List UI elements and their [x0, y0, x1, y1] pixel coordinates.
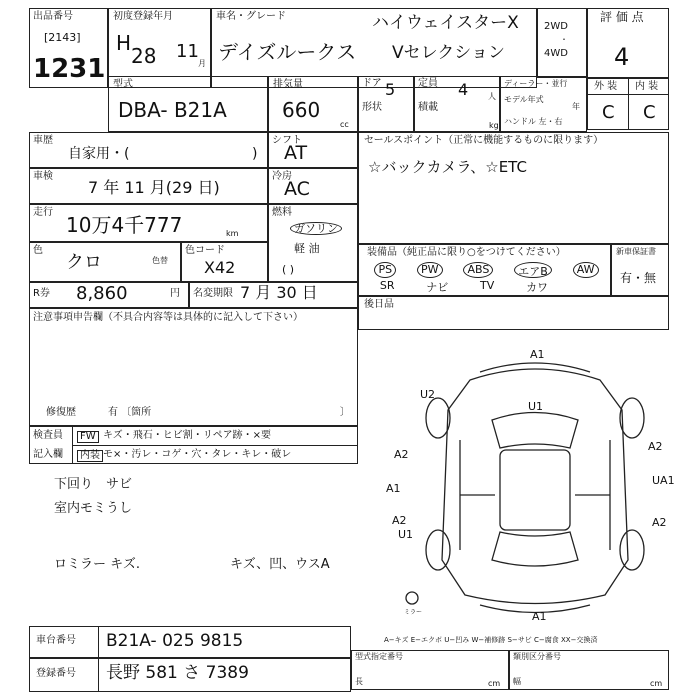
damage-mark: A1	[386, 482, 401, 495]
fuel-gasoline: ガソリン	[290, 222, 342, 235]
type-value: DBA- B21A	[118, 98, 227, 122]
ac-value: AC	[284, 178, 310, 200]
drive-dot: ・	[560, 35, 568, 44]
mileage-label: 走行	[33, 207, 53, 218]
color-value: クロ	[66, 252, 102, 273]
after-cell	[358, 296, 669, 330]
reg-number-value: 長野 581 さ 7389	[106, 663, 249, 683]
month-suffix: 月	[198, 59, 206, 68]
shift-label: シフト	[272, 135, 302, 146]
model-name: デイズルークス	[218, 40, 357, 64]
inspector-label1: 検査員	[33, 430, 63, 441]
mileage-unit: km	[226, 229, 239, 238]
declare-label: 注意事項申告欄（不具合内容等は具体的に記入して下さい）	[33, 312, 303, 323]
shape-label: 形状	[362, 102, 382, 113]
history-label: 車歴	[33, 135, 53, 146]
displacement-label: 排気量	[273, 79, 303, 90]
history-close: )	[252, 146, 258, 162]
inspector-note-3: ロミラー キズ.	[54, 557, 141, 572]
score-label: 評 価 点	[600, 10, 644, 24]
lot-label: 出品番号	[33, 11, 73, 22]
equip-airbag: エアB	[514, 262, 552, 278]
first-reg-label: 初度登録年月	[113, 11, 173, 22]
color-code-label: 色コード	[185, 245, 225, 256]
equip-tv: TV	[480, 279, 495, 292]
int-tag: 内装	[77, 450, 103, 462]
displacement-value: 660	[282, 98, 321, 122]
ext-grade: C	[602, 102, 615, 123]
equip-pw: PW	[417, 262, 443, 278]
length-unit: cm	[488, 679, 501, 688]
model-year-label: モデル年式	[504, 95, 544, 104]
width-unit: cm	[650, 679, 663, 688]
repair-label: 修復歴	[46, 407, 76, 418]
reg-month: 11	[176, 41, 199, 62]
repair-close: 〕	[340, 407, 350, 418]
equip-navi: ナビ	[426, 281, 449, 294]
ac-label: 冷房	[272, 171, 292, 182]
fuel-diesel: 軽 油	[294, 242, 320, 255]
new-warranty-label: 新車保証書	[616, 247, 656, 256]
reg-number-label: 登録番号	[36, 668, 76, 679]
damage-mark: U2	[420, 388, 436, 401]
damage-mark: UA1	[652, 474, 675, 487]
doors-value: 5	[385, 80, 396, 99]
era: H	[116, 31, 132, 55]
int-label: 内 装	[635, 81, 659, 92]
color-code-value: X42	[204, 258, 236, 277]
inspection-label: 車検	[33, 171, 53, 182]
history-cell	[29, 132, 268, 168]
fw-label: FW	[77, 431, 99, 443]
fuel-label: 燃料	[272, 207, 292, 218]
damage-mark: U1	[528, 400, 544, 413]
recycle-label: R券	[33, 288, 50, 299]
grade-line2: Vセレクション	[392, 43, 505, 63]
damage-mark: A1	[532, 610, 547, 623]
sales-value: ☆バックカメラ、☆ETC	[368, 158, 527, 176]
drive-2wd: 2WD	[544, 21, 568, 32]
type-label: 型式	[113, 79, 133, 90]
damage-legend: A−キズ E−エクボ U−凹み W−補修跡 S−サビ C−腐食 XX−交換済	[384, 636, 598, 644]
equip-leather: カワ	[526, 281, 549, 294]
drive-4wd: 4WD	[544, 48, 568, 59]
mirror-label: ミラー	[404, 609, 423, 616]
chassis-label: 車台番号	[36, 635, 76, 646]
capacity-label: 定員	[418, 78, 438, 89]
damage-mark: A2	[648, 440, 663, 453]
shift-value: AT	[284, 142, 308, 164]
warranty-value: 有・無	[620, 271, 657, 285]
history-value: 自家用・(	[68, 146, 130, 162]
equip-ps: PS	[374, 262, 396, 278]
dealer-label: ディーラー・並行	[504, 79, 568, 88]
repair-value: 有 〔箇所	[108, 407, 152, 418]
inspector-note-1: 下回り サビ	[54, 477, 133, 492]
inspector-label2: 記入欄	[33, 449, 63, 460]
load-unit: kg	[489, 121, 499, 130]
lot-code: [2143]	[44, 31, 81, 44]
after-label: 後日品	[364, 299, 394, 310]
damage-mark: A2	[652, 516, 667, 529]
equip-sr: SR	[379, 279, 395, 292]
car-diagram	[400, 350, 670, 620]
color-label: 色	[33, 245, 43, 256]
damage-mark: A2	[392, 514, 407, 527]
width-label: 幅	[513, 677, 521, 686]
reg-deadline-label: 名変期限	[193, 288, 233, 299]
length-label: 長	[355, 677, 363, 686]
damage-mark: A1	[530, 348, 545, 361]
inspector-note-4: キズ、凹、ウスA	[230, 557, 330, 572]
model-grade-label: 車名・グレード	[216, 11, 286, 22]
year-suffix: 年	[572, 102, 580, 111]
designation-label: 型式指定番号	[355, 652, 403, 661]
damage-mark: U1	[398, 528, 414, 541]
inspection-value: 7 年 11 月(29 日)	[88, 178, 220, 197]
equipment-row1	[364, 262, 609, 278]
grade-line1: ハイウェイスターX	[372, 13, 519, 33]
doors-label: ドア	[362, 78, 382, 89]
int-grade: C	[643, 102, 656, 123]
category-label: 類別区分番号	[513, 652, 561, 661]
int-items: モ×・汚レ・コゲ・穴・タレ・キレ・破レ	[103, 449, 292, 460]
chassis-value: B21A- 025 9815	[106, 631, 244, 651]
sales-label: セールスポイント（正常に機能するものに限ります）	[364, 135, 604, 146]
displacement-unit: cc	[340, 120, 349, 129]
capacity-value: 4	[458, 80, 469, 99]
capacity-unit: 人	[488, 92, 496, 101]
handle-label: ハンドル 左・右	[504, 117, 563, 126]
sales-cell	[358, 132, 669, 244]
recycle-value: 8,860	[76, 283, 128, 304]
equip-aw: AW	[573, 262, 599, 278]
declare-cell	[29, 308, 358, 426]
recycle-unit: 円	[170, 288, 180, 299]
lot-number: 1231	[33, 54, 106, 84]
equipment-row2	[364, 279, 564, 293]
reg-deadline-value: 7 月 30 日	[240, 283, 318, 302]
equipment-label: 装備品（純正品に限り○をつけてください）	[367, 247, 566, 258]
fw-items: キズ・飛石・ヒビ割・リペア跡・×要	[103, 430, 271, 441]
equip-abs: ABS	[463, 262, 493, 278]
ext-label: 外 装	[594, 81, 618, 92]
score-value: 4	[614, 43, 630, 71]
reg-year: 28	[131, 44, 157, 68]
mileage-value: 10万4千777	[66, 213, 183, 237]
inspector-note-2: 室内モミうし	[54, 501, 133, 516]
damage-mark: A2	[394, 448, 409, 461]
color-no-label: 色替	[152, 256, 168, 265]
fuel-other: ( )	[282, 263, 295, 276]
load-label: 積載	[418, 102, 438, 113]
